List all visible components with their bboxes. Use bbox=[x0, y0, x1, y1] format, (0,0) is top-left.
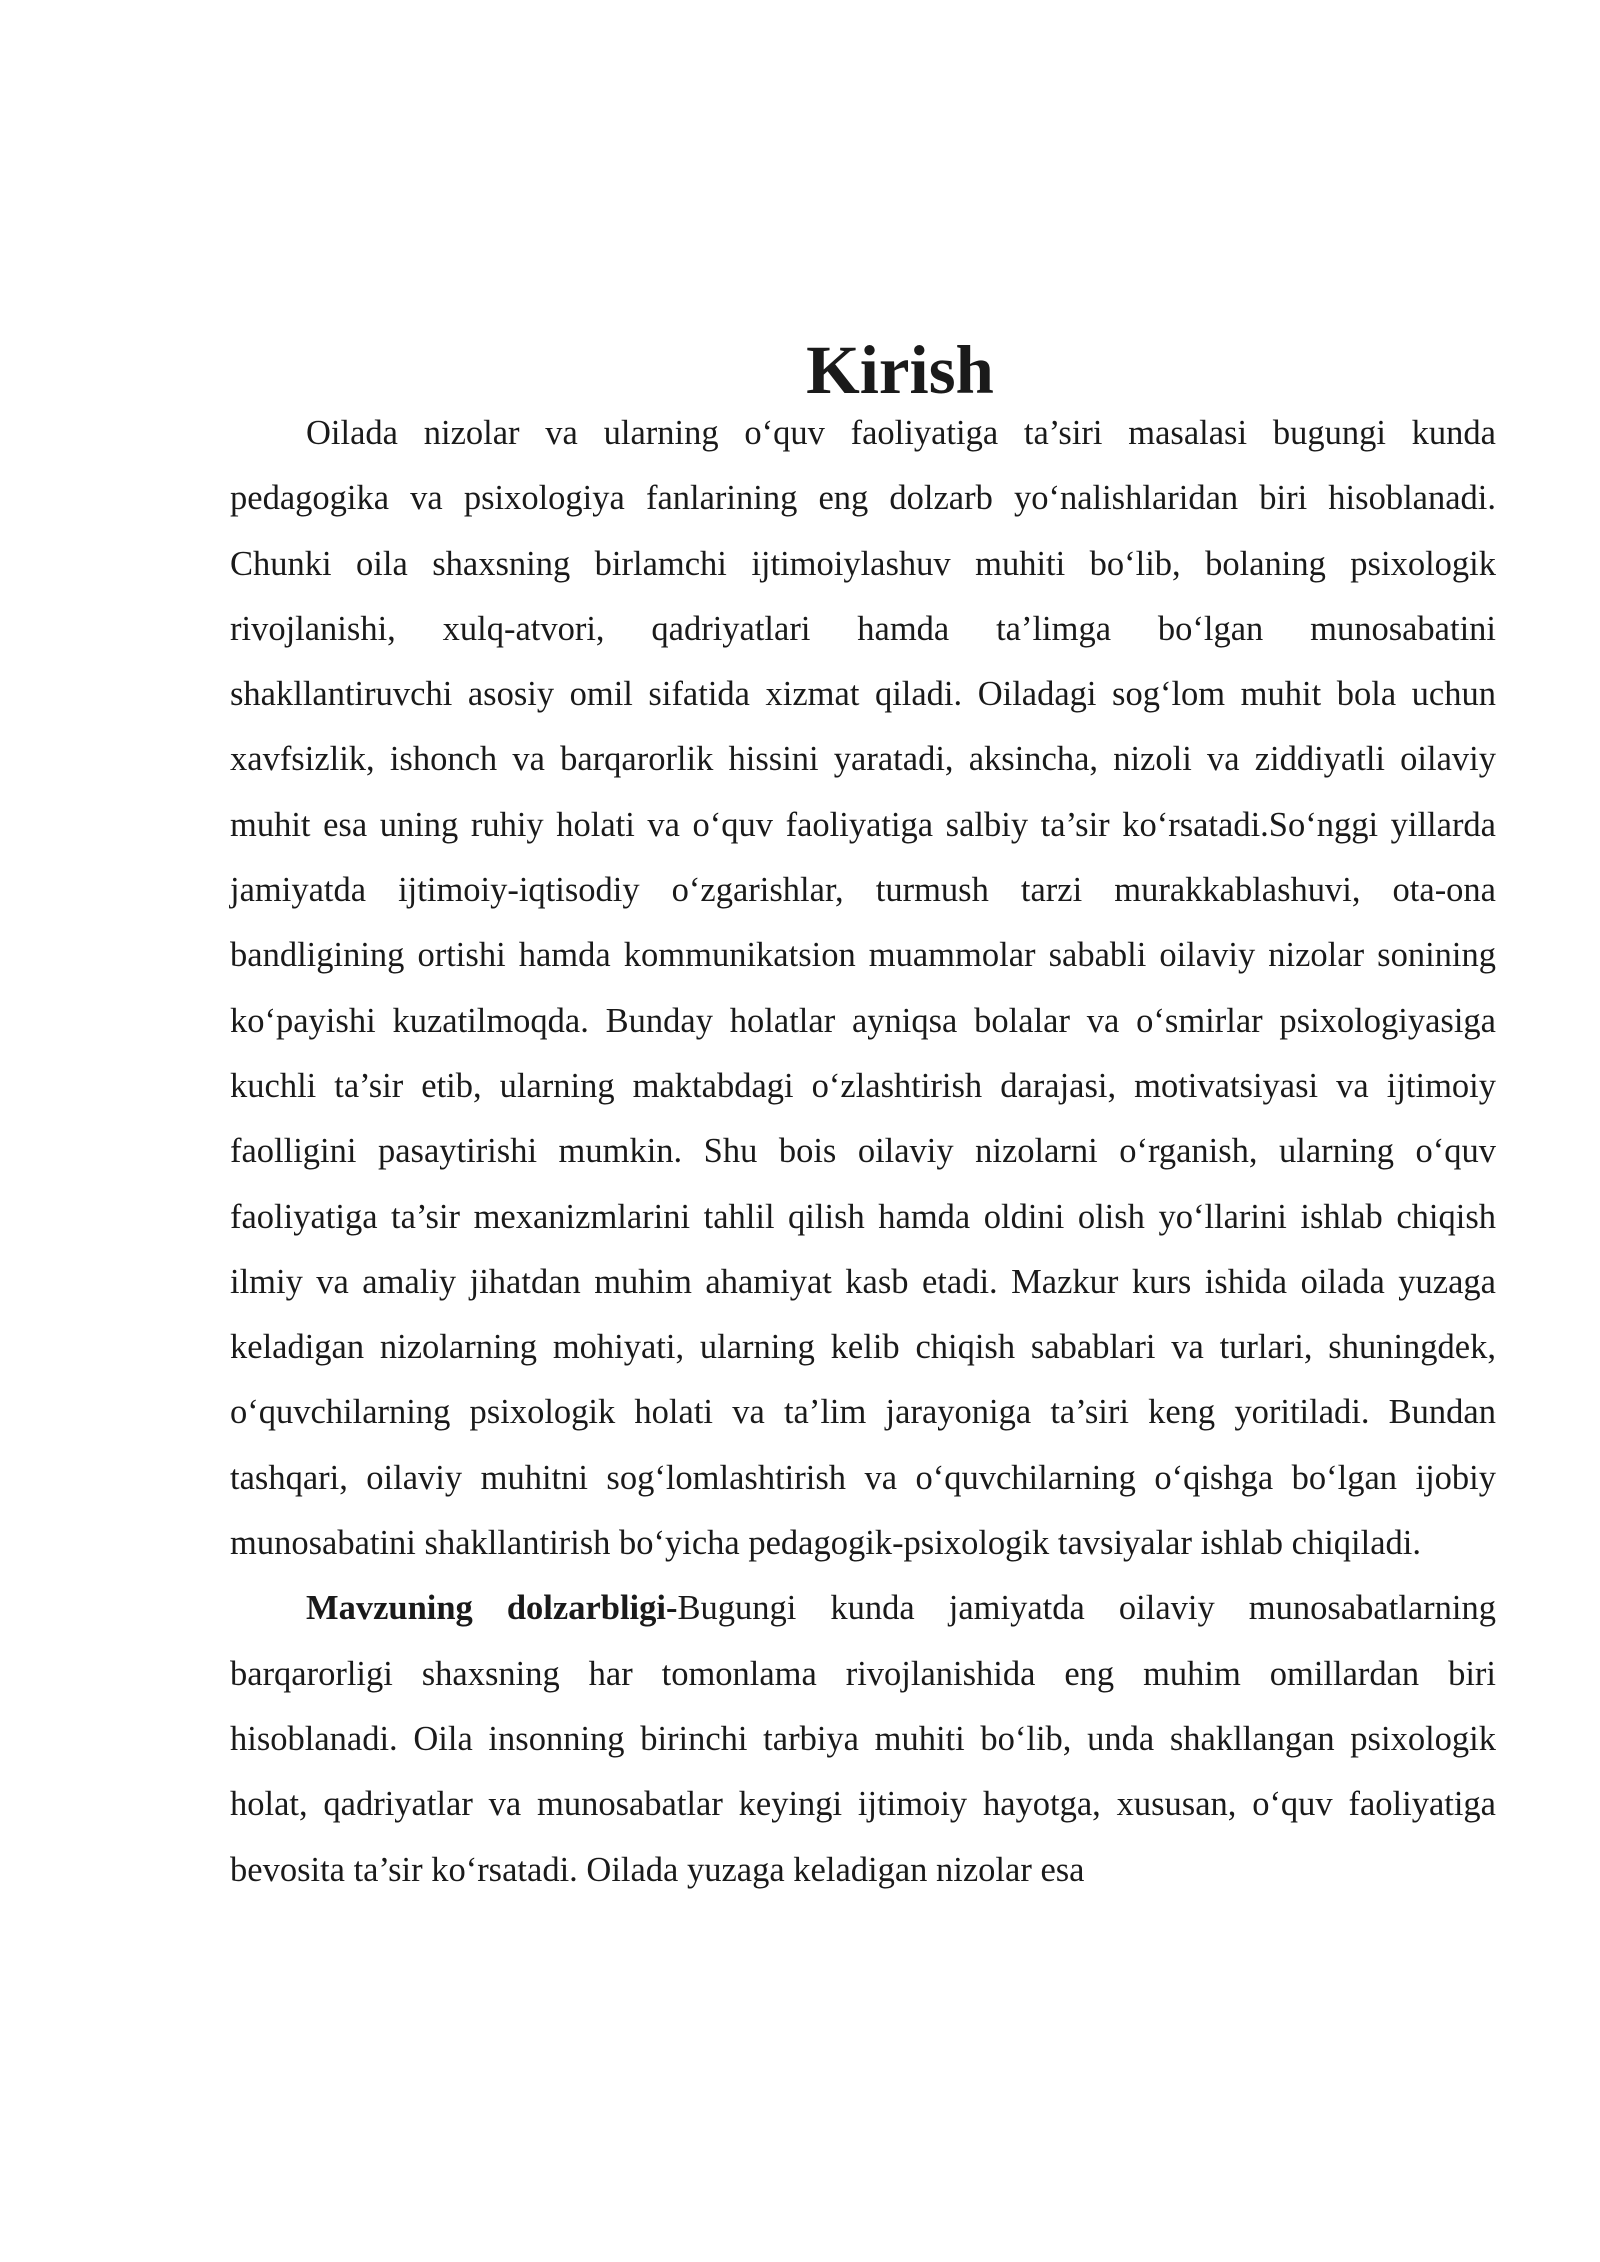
intro-paragraph: Oilada nizolar va ularning o‘quv faoliyatiga ta’siri masalasi bugungi kunda pedagogika va psixologiya fanlarining eng dolzarb yo‘nalishlaridan biri hisoblanadi. Chunki oila shaxsning birlamchi ijtimoiylashuv muhiti bo‘lib, bolaning psixologik rivojlanishi, xulq-atvori, qadriyatlari hamda ta’limga bo‘lgan munosabatini shakllantiruvchi asosiy omil sifatida xizmat qiladi. Oiladagi sog‘lom muhit bola uchun xavfsizlik, ishonch va barqarorlik hissini yaratadi, aksincha, nizoli va ziddiyatli oilaviy muhit esa uning ruhiy holati va o‘quv faoliyatiga salbiy ta’sir ko‘rsatadi.So‘nggi yillarda jamiyatda ijtimoiy-iqtisodiy o‘zgarishlar, turmush tarzi murakkablashuvi, ota-ona bandligining ortishi hamda kommunikatsion muammolar sababli oilaviy nizolar sonining ko‘payishi kuzatilmoqda. Bunday holatlar ayniqsa bolalar va o‘smirlar psixologiyasiga kuchli ta’sir etib, ularning maktabdagi o‘zlashtirish darajasi, motivatsiyasi va ijtimoiy faolligini pasaytirishi mumkin. Shu bois oilaviy nizolarni o‘rganish, ularning o‘quv faoliyatiga ta’sir mexanizmlarini tahlil qilish hamda oldini olish yo‘llarini ishlab chiqish ilmiy va amaliy jihatdan muhim ahamiyat kasb etadi. Mazkur kurs ishida oilada yuzaga keladigan nizolarning mohiyati, ularning kelib chiqish sabablari va turlari, shuningdek, o‘quvchilarning psixologik holati va ta’lim jarayoniga ta’siri keng yoritiladi. Bundan tashqari, oilaviy muhitni sog‘lomlashtirish va o‘quvchilarning o‘qishga bo‘lgan ijobiy munosabatini shakllantirish bo‘yicha pedagogik-psixologik tavsiyalar ishlab chiqiladi. bbox=[230, 414, 1496, 1563]
section-title: Kirish bbox=[806, 332, 994, 408]
relevance-paragraph bbox=[230, 1576, 1496, 1902]
relevance-text: Bugungi kunda jamiyatda oilaviy munosabatlarning barqarorligi shaxsning har tomonlama rivojlanishida eng muhim omillardan biri hisoblanadi. Oila insonning birinchi tarbiya muhiti bo‘lib, unda shakllangan psixologik holat, qadriyatlar va munosabatlar keyingi ijtimoiy hayotga, xususan, o‘quv faoliyatiga bevosita ta’sir ko‘rsatadi. Oilada yuzaga keladigan nizolar esa bbox=[230, 1589, 1497, 1889]
relevance-heading: Mavzuning dolzarbligi- bbox=[306, 1589, 678, 1628]
document-body bbox=[230, 332, 1497, 1903]
